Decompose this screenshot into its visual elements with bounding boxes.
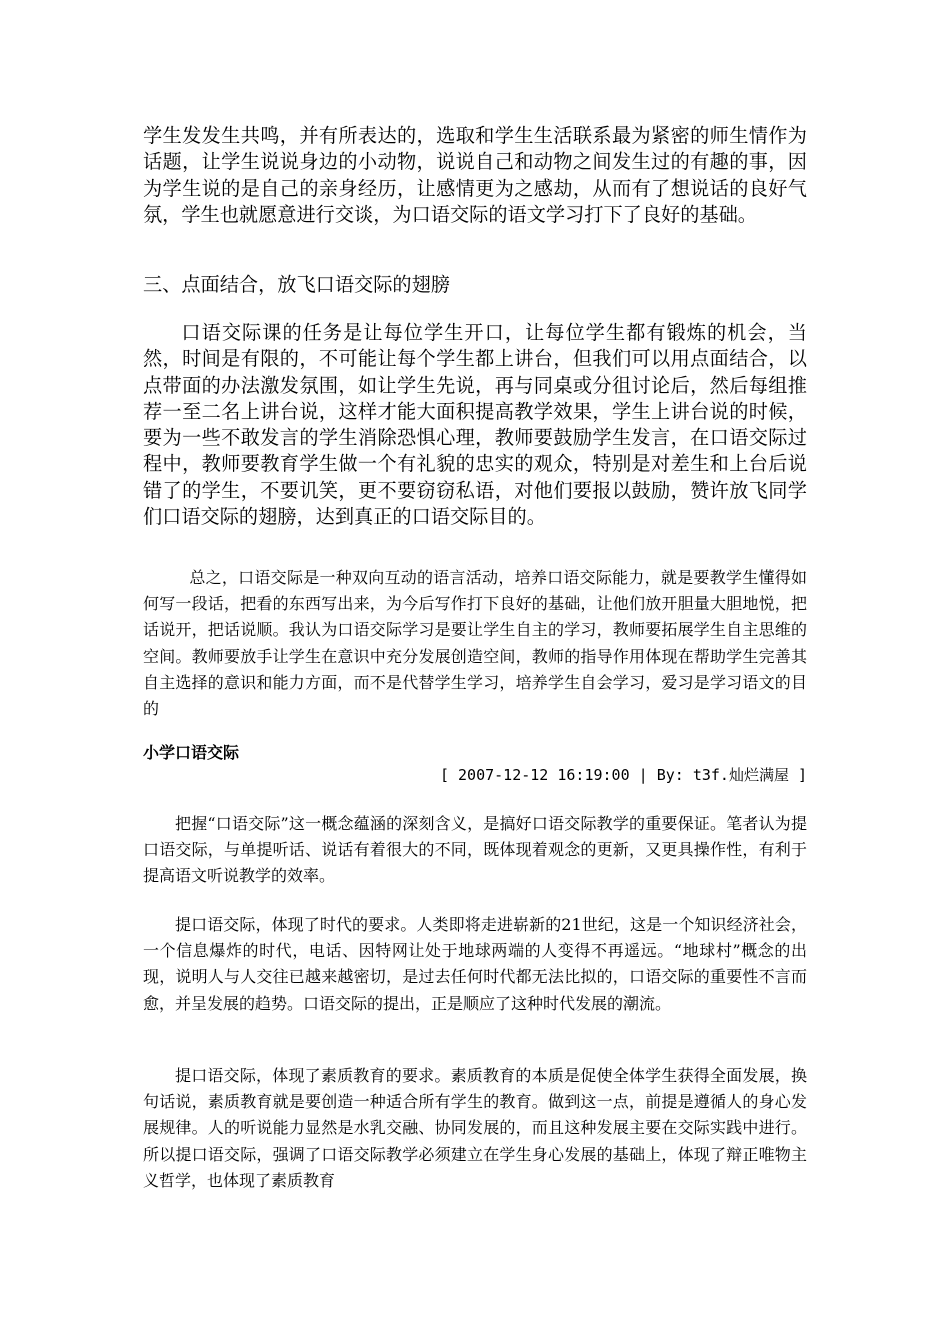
article-paragraph-3: 提口语交际，体现了素质教育的要求。素质教育的本质是促使全体学生获得全面发展，换句话说，素质教育就是要创造一种适合所有学生的教育。做到这一点，前提是遵循人的身心发展规律。人的听说能力显然是水乳交融、协同发展的，而且这种发展主要在交际实践中进行。所以提口语交际，强调了口语交际教学必须建立在学生身心发展的基础上，体现了辩正唯物主义哲学，也体现了素质教育	[143, 1066, 807, 1190]
paragraph-continued: 学生发发生共鸣，并有所表达的，选取和学生生活联系最为紧密的师生情作为话题，让学生说说身边的小动物，说说自己和动物之间发生过的有趣的事，因为学生说的是自己的亲身经历，让感情更为之感劫，从而有了想说话的良好气氛，学生也就愿意进行交谈，为口语交际的语文学习打下了良好的基础。	[143, 124, 807, 226]
paragraph-section3: 口语交际课的任务是让每位学生开口，让每位学生都有锻炼的机会，当然，时间是有限的，不可能让每个学生都上讲台，但我们可以用点面结合，以点带面的办法激发氛围，如让学生先说，再与同桌或分徂讨论后，然后每组推荐一至二名上讲台说，这样才能大面积提高教学效果，学生上讲台说的时候，要为一些不敢发言的学生消除恐惧心理，教师要鼓励学生发言，在口语交际过程中，教师要教育学生做一个有礼貌的忠实的观众，特别是对差生和上台后说错了的学生，不要讥笑，更不要窃窃私语，对他们要报以鼓励，赞许放飞同学们口语交际的翅膀，达到真正的口语交际目的。	[143, 321, 807, 529]
article-paragraph-2: 提口语交际，体现了时代的要求。人类即将走进崭新的21世纪，这是一个知识经济社会，一个信息爆炸的时代，电话、因特网让处于地球两端的人变得不再遥远。“地球村”概念的出现，说明人与人交往已越来越密切，是过去任何时代都无法比拟的，口语交际的重要性不言而愈，并呈发展的趋势。口语交际的提出，正是顺应了这种时代发展的潮流。	[143, 915, 807, 1013]
paragraph-conclusion: 总之，口语交际是一种双向互动的语言活动，培养口语交际能力，就是要教学生懂得如何写一段话，把看的东西写出来，为今后写作打下良好的基础，让他们放开胆量大胆地悦，把话说开，把话说顺。我认为口语交际学习是要让学生自主的学习，教师要拓展学生自主思维的空间。教师要放手让学生在意识中充分发展创造空间，教师的指导作用体现在帮助学生完善其自主选择的意识和能力方面，而不是代替学生学习，培养学生自会学习，爱习是学习语文的目的	[143, 568, 807, 719]
article-meta: [ 2007-12-12 16:19:00 | By: t3f.灿烂满屋 ]	[439, 766, 807, 784]
article-paragraph-1: 把握“口语交际”这一概念蕴涵的深刻含义，是搞好口语交际教学的重要保证。笔者认为提口语交际，与单提听话、说话有着很大的不同，既体现着观念的更新，又更具操作性，有利于提高语文听说教学的效率。	[143, 814, 807, 886]
section-heading: 三、点面结合，放飞口语交际的翅膀	[143, 273, 450, 296]
article-title: 小学口语交际	[143, 743, 240, 762]
